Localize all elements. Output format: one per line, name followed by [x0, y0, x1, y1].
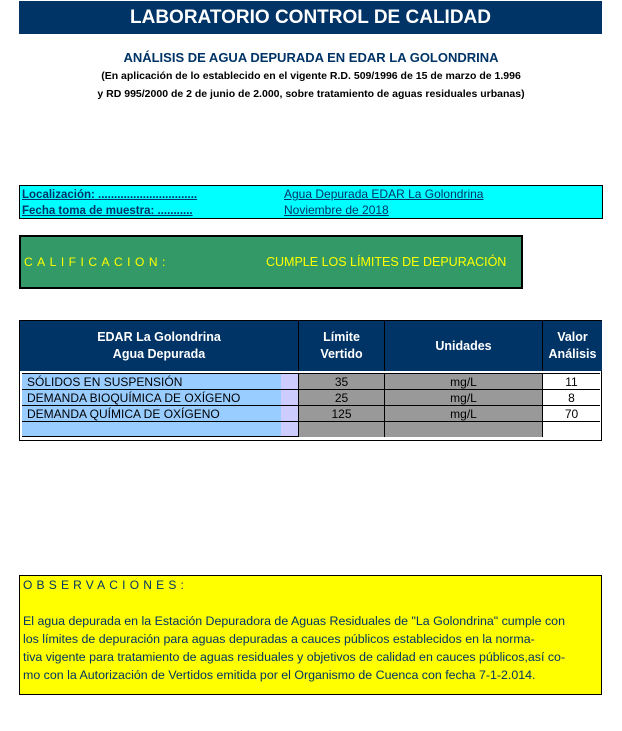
- row-3-value: 70: [542, 405, 600, 421]
- header-limit-line-2: Vertido: [320, 347, 363, 361]
- location-row: [22, 187, 484, 201]
- observations-line-1: El agua depurada en la Estación Depuradora de Aguas Residuales de "La Golondrina" cumple con: [23, 614, 565, 628]
- header-parameter: [20, 321, 298, 371]
- sample-date-value: Noviembre de 2018: [284, 203, 389, 217]
- header-value-line-2: Análisis: [548, 347, 597, 361]
- sample-date-row: [22, 203, 389, 217]
- header-limit-line-1: Límite: [323, 330, 360, 344]
- header-parameter-line-1: EDAR La Golondrina: [97, 330, 221, 344]
- report-subtitle: ANÁLISIS DE AGUA DEPURADA EN EDAR LA GOLONDRINA: [123, 50, 499, 65]
- row-2-spacer: [281, 389, 298, 405]
- row-1-parameter: SÓLIDOS EN SUSPENSIÓN: [22, 373, 281, 389]
- observations-line-4: mo con la Autorización de Vertidos emitida por el Organismo de Cuenca con fecha 7-1-2.014.: [23, 668, 536, 682]
- header-value-line-1: Valor: [557, 330, 588, 344]
- row-1-unit: mg/L: [384, 373, 542, 389]
- legal-note-line-1: (En aplicación de lo establecido en el vigente R.D. 509/1996 de 15 de marzo de 1.996: [101, 70, 521, 82]
- sample-date-label: Fecha toma de muestra: ...........: [22, 205, 193, 217]
- observations-box: [19, 575, 602, 695]
- qualification-label: CALIFICACION:: [24, 255, 170, 269]
- row-3-unit: mg/L: [384, 405, 542, 421]
- row-3-parameter: DEMANDA QUÍMICA DE OXÍGENO: [22, 405, 281, 421]
- row-4-unit-empty: [384, 421, 542, 437]
- qualification-box: [19, 235, 523, 289]
- row-1-limit: 35: [298, 373, 384, 389]
- location-value: Agua Depurada EDAR La Golondrina: [284, 187, 484, 201]
- observations-label: OBSERVACIONES:: [23, 578, 189, 592]
- header-parameter-line-2: Agua Depurada: [112, 347, 206, 361]
- row-2-parameter: DEMANDA BIOQUÍMICA DE OXÍGENO: [22, 389, 281, 405]
- row-4-value-empty: [542, 421, 600, 437]
- row-1-spacer: [281, 373, 298, 389]
- row-3-limit: 125: [298, 405, 384, 421]
- legal-note-line-2: y RD 995/2000 de 2 de junio de 2.000, sobre tratamiento de aguas residuales urbanas): [97, 88, 525, 100]
- row-2-value: 8: [542, 389, 600, 405]
- report-title: LABORATORIO CONTROL DE CALIDAD: [19, 1, 602, 34]
- observations-line-3: tiva vigente para tratamiento de aguas residuales y objetivos de calidad en cauces públicos,así co-: [23, 650, 566, 664]
- header-value: [542, 321, 602, 371]
- observations-line-2: los límites de depuración para aguas depuradas a cauces públicos establecidos en la norma-: [23, 632, 535, 646]
- location-box: [19, 185, 603, 219]
- header-limit: [298, 321, 384, 371]
- row-2-limit: 25: [298, 389, 384, 405]
- row-4-limit-empty: [298, 421, 384, 437]
- qualification-value: CUMPLE LOS LÍMITES DE DEPURACIÓN: [266, 255, 507, 269]
- results-table: [19, 320, 602, 441]
- row-4-parameter-empty: [22, 421, 281, 437]
- row-1-value: 11: [542, 373, 600, 389]
- row-3-spacer: [281, 405, 298, 421]
- location-label: Localización: ...............................: [22, 189, 198, 201]
- header-units: Unidades: [384, 321, 542, 371]
- row-2-unit: mg/L: [384, 389, 542, 405]
- row-4-spacer: [281, 421, 298, 437]
